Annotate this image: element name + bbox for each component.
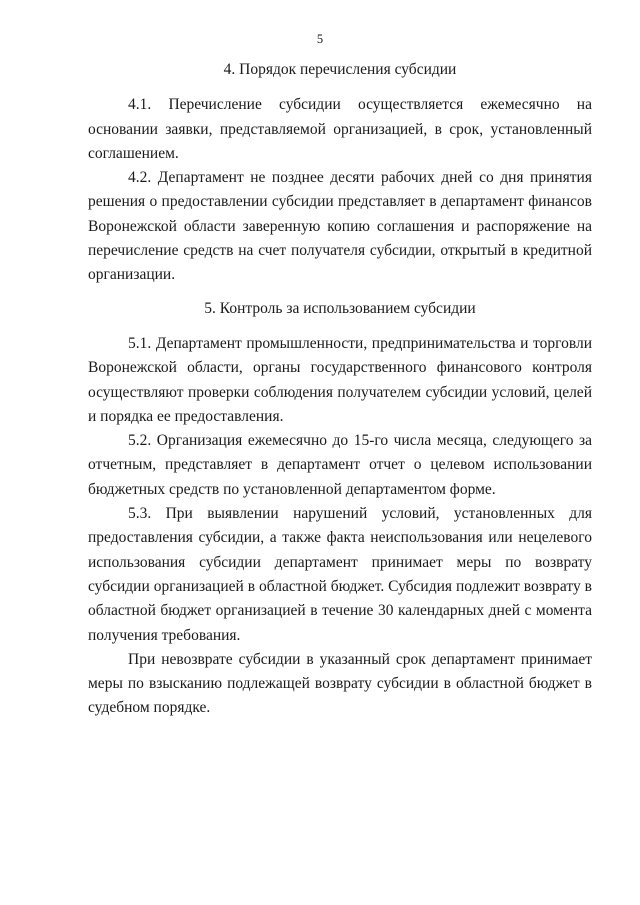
paragraph-5-3: 5.3. При выявлении нарушений условий, установленных для предоставления субсидии, а также факта неиспользования или нецелевого использования субсидии департамент принимает меры по возврату субсидии организацией в областной бюджет. Субсидия подлежит возврату в областной бюджет организацией в течение 30 календарных дней с момента получения требования. [88, 505, 592, 644]
paragraph-4-1: 4.1. Перечисление субсидии осуществляется ежемесячно на основании заявки, представляемой организацией, в срок, установленный соглашением. [88, 96, 592, 162]
paragraph-5-1: 5.1. Департамент промышленности, предпринимательства и торговли Воронежской области, органы государственного финансового контроля осуществляют проверки соблюдения получателем субсидии условий, целей и порядка ее предоставления. [88, 334, 592, 425]
document-body [88, 58, 592, 721]
section-heading-5: 5. Контроль за использованием субсидии [204, 299, 476, 317]
paragraph-4-2: 4.2. Департамент не позднее десяти рабочих дней со дня принятия решения о предоставлении субсидии представляет в департамент финансов Воронежской области заверенную копию соглашения и распоряжение на перечисление средств на счет получателя субсидии, открытый в кредитной организации. [88, 169, 592, 284]
paragraph-5-3-continued: При невозврате субсидии в указанный срок департамент принимает меры по взысканию подлежащей возврату субсидии в областной бюджет в судебном порядке. [88, 650, 592, 717]
page-number: 5 [316, 32, 324, 46]
section-heading-4: 4. Порядок перечисления субсидии [223, 61, 457, 78]
section-spacer [88, 288, 592, 297]
paragraph-5-2: 5.2. Организация ежемесячно до 15-го числа месяца, следующего за отчетным, представляет в департамент отчет о целевом использовании бюджетных средств по установленной департаментом форме. [88, 432, 592, 498]
